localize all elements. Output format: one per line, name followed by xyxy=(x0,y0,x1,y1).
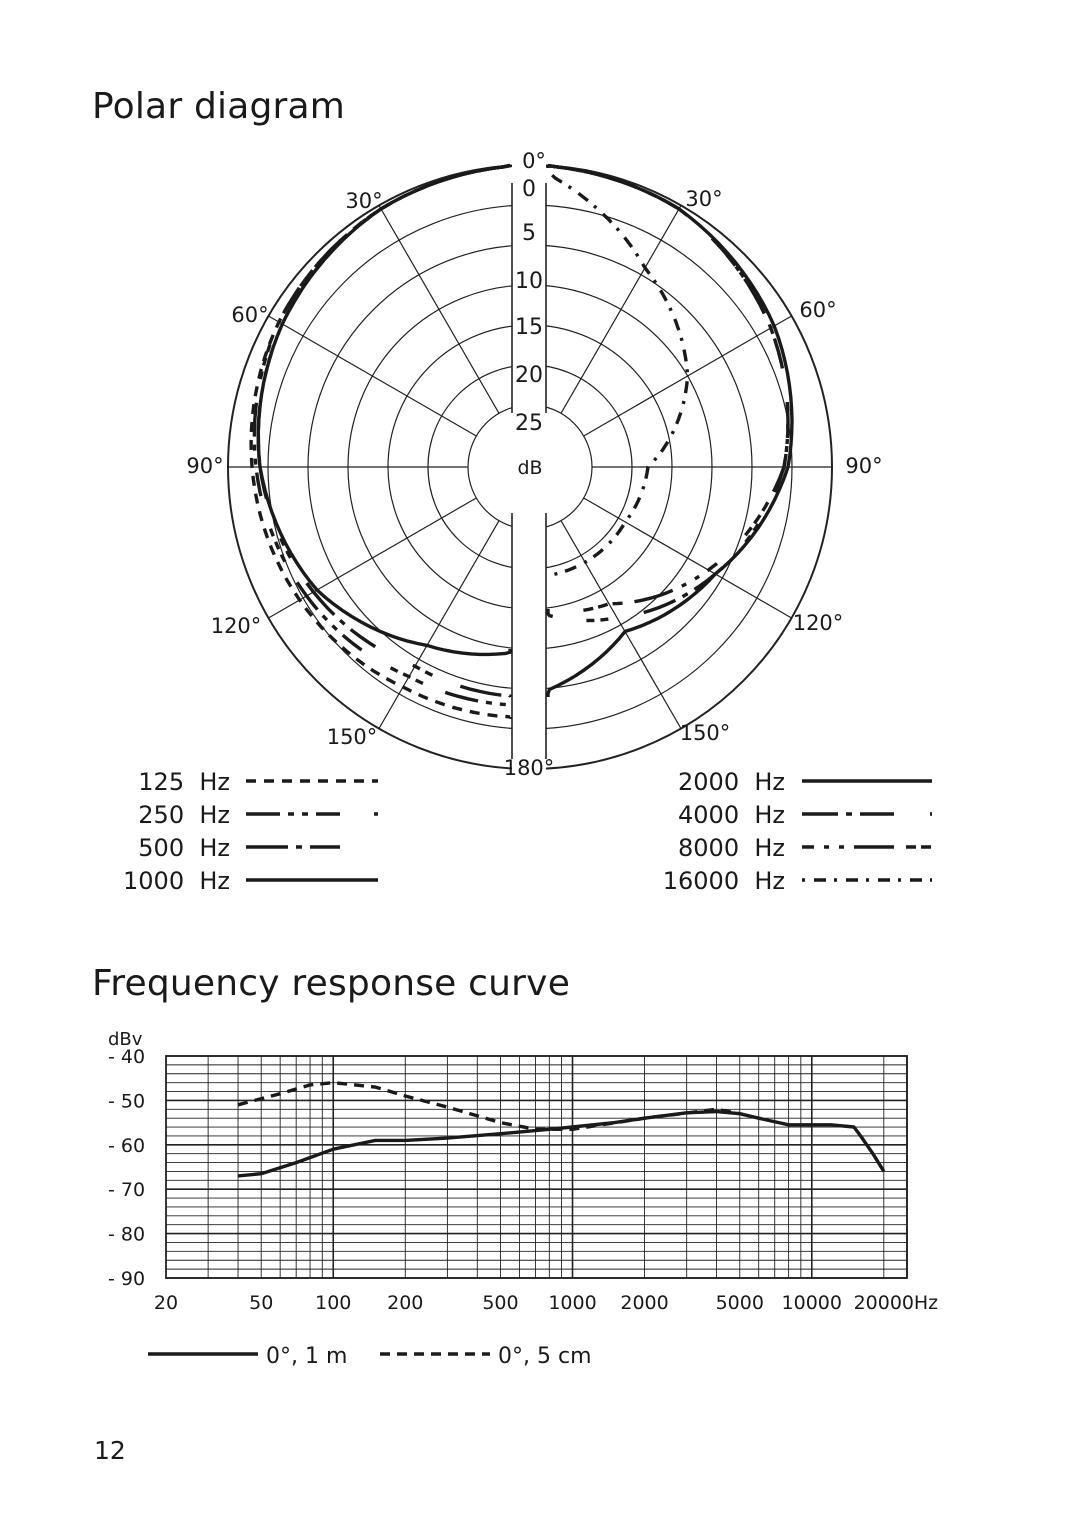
freq-ylabel: dBv xyxy=(108,1029,143,1050)
polar-angle-label: 180° xyxy=(503,756,555,780)
freq-xtick-label: 100 xyxy=(315,1292,352,1314)
polar-diagram-title: Polar diagram xyxy=(92,86,346,127)
freq-xtick-label: 5000 xyxy=(715,1292,764,1314)
polar-angle-label: 60° xyxy=(231,303,269,327)
freq-legend-label: 0°, 1 m xyxy=(266,1344,348,1369)
freq-legend-label: 0°, 5 cm xyxy=(498,1344,592,1369)
polar-db-label: 0 xyxy=(522,177,536,202)
polar-db-label: 20 xyxy=(515,363,543,388)
freq-xtick-label: 500 xyxy=(482,1292,519,1314)
freq-ytick-label: - 50 xyxy=(108,1090,146,1113)
freq-ytick-label: - 90 xyxy=(108,1268,146,1290)
polar-db-label: 25 xyxy=(515,411,543,436)
freq-series-line xyxy=(238,1083,740,1130)
legend-label: 1000 Hz xyxy=(123,867,230,895)
freq-ytick-label: - 80 xyxy=(108,1223,146,1246)
polar-db-label: 5 xyxy=(522,221,536,246)
frequency-response-title: Frequency response curve xyxy=(92,963,571,1004)
polar-angle-label: 30° xyxy=(345,189,383,213)
freq-xtick-label: 1000 xyxy=(548,1292,597,1314)
legend-label: 500 Hz xyxy=(138,834,230,862)
polar-angle-label: 150° xyxy=(679,721,731,745)
legend-label: 4000 Hz xyxy=(678,801,785,829)
polar-angle-label: 0° xyxy=(522,149,546,173)
freq-ytick-label: - 60 xyxy=(108,1134,146,1157)
polar-db-label: 15 xyxy=(515,315,543,340)
polar-angle-label: 120° xyxy=(210,614,262,638)
legend-label: 16000 Hz xyxy=(662,867,785,895)
freq-xlabel: Hz xyxy=(913,1292,939,1314)
legend-label: 2000 Hz xyxy=(678,768,785,796)
polar-angle-label: 120° xyxy=(792,611,844,635)
freq-xtick-label: 10000 xyxy=(781,1292,843,1314)
legend-label: 8000 Hz xyxy=(678,834,785,862)
freq-ytick-label: - 40 xyxy=(108,1046,146,1068)
polar-db-label: 10 xyxy=(515,269,543,294)
legend-label: 125 Hz xyxy=(138,768,230,796)
freq-xtick-label: 2000 xyxy=(620,1292,669,1314)
polar-angle-label: 30° xyxy=(685,187,723,211)
freq-xtick-label: 20000 xyxy=(853,1292,915,1314)
polar-angle-label: 90° xyxy=(186,454,224,478)
freq-ytick-label: - 70 xyxy=(108,1179,146,1202)
freq-xtick-label: 20 xyxy=(153,1292,179,1314)
page-number: 12 xyxy=(94,1436,126,1465)
polar-angle-label: 150° xyxy=(326,725,378,749)
freq-xtick-label: 50 xyxy=(249,1292,274,1314)
freq-xtick-label: 200 xyxy=(387,1292,424,1314)
polar-db-unit: dB xyxy=(517,457,543,479)
legend-label: 250 Hz xyxy=(138,801,230,829)
polar-angle-label: 90° xyxy=(845,454,883,478)
polar-angle-label: 60° xyxy=(799,298,837,322)
freq-series-line xyxy=(238,1112,884,1176)
